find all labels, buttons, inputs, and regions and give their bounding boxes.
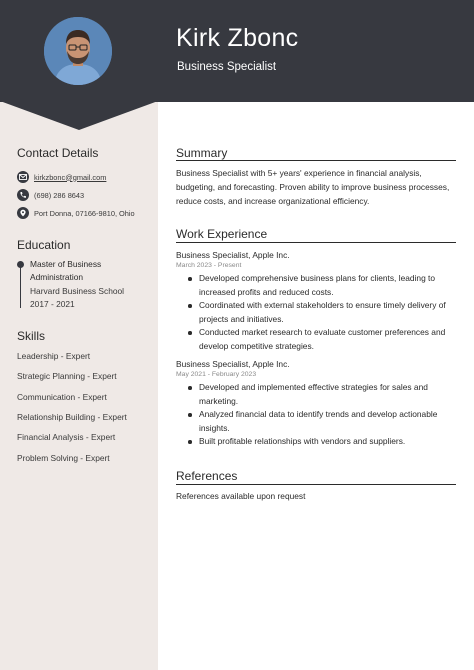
education-school: Harvard Business School [30, 286, 125, 296]
job-bullet: Analyzed financial data to identify trends and develop actionable insights. [176, 408, 458, 435]
references-text: References available upon request [176, 491, 306, 501]
job-bullet: Built profitable relationships with vendors and suppliers. [176, 435, 458, 449]
avatar [44, 17, 112, 85]
section-divider [176, 160, 456, 161]
job-dates: May 2021 - February 2023 [176, 371, 257, 378]
summary-text: Business Specialist with 5+ years' experience in financial analysis, budgeting, and forecasting. Proven ability to improve business processes, reduce costs, and increase organizational efficiency. [176, 168, 450, 206]
education-dates: 2017 - 2021 [30, 299, 75, 309]
contact-address-row [17, 206, 135, 220]
job-bullet: Conducted market research to evaluate customer preferences and develop competitive strategies. [176, 326, 458, 353]
job-bullet: Developed comprehensive business plans for clients, leading to increased profits and reduced costs. [176, 272, 458, 299]
candidate-name: Kirk Zbonc [176, 24, 299, 52]
job-title: Business Specialist, Apple Inc. [176, 250, 290, 260]
experience-heading: Work Experience [176, 227, 268, 241]
phone-icon [17, 189, 29, 201]
references-heading: References [176, 469, 238, 483]
job-bullet: Developed and implemented effective strategies for sales and marketing. [176, 381, 458, 408]
section-divider [176, 484, 456, 485]
contact-email-row [17, 170, 106, 184]
header-chevron [0, 101, 158, 131]
job-bullet: Coordinated with external stakeholders to ensure timely delivery of projects and initiatives. [176, 299, 458, 326]
contact-email[interactable]: kirkzbonc@gmail.com [34, 172, 107, 182]
mail-icon [17, 171, 29, 183]
contact-address: Port Donna, 07166-9810, Ohio [34, 208, 135, 218]
contact-phone: (698) 286 8643 [34, 190, 85, 200]
skill-item: Leadership - Expert [17, 351, 91, 361]
job-title: Business Specialist, Apple Inc. [176, 359, 290, 369]
contact-heading: Contact Details [17, 146, 99, 160]
timeline-dot [17, 261, 24, 268]
location-pin-icon [17, 207, 29, 219]
candidate-title: Business Specialist [177, 61, 277, 73]
skills-heading: Skills [17, 329, 46, 343]
skill-item: Strategic Planning - Expert [17, 371, 117, 381]
job-bullets [176, 272, 458, 353]
summary-heading: Summary [176, 146, 228, 160]
job-bullets [176, 381, 458, 449]
skill-item: Communication - Expert [17, 392, 107, 402]
contact-phone-row [17, 188, 84, 202]
skill-item: Relationship Building - Expert [17, 412, 127, 422]
section-divider [176, 242, 456, 243]
skill-item: Financial Analysis - Expert [17, 432, 116, 442]
education-heading: Education [17, 238, 71, 252]
job-dates: March 2023 - Present [176, 262, 242, 269]
skill-item: Problem Solving - Expert [17, 453, 110, 463]
education-degree: Master of Business Administration [30, 259, 102, 282]
timeline-line [20, 264, 21, 308]
